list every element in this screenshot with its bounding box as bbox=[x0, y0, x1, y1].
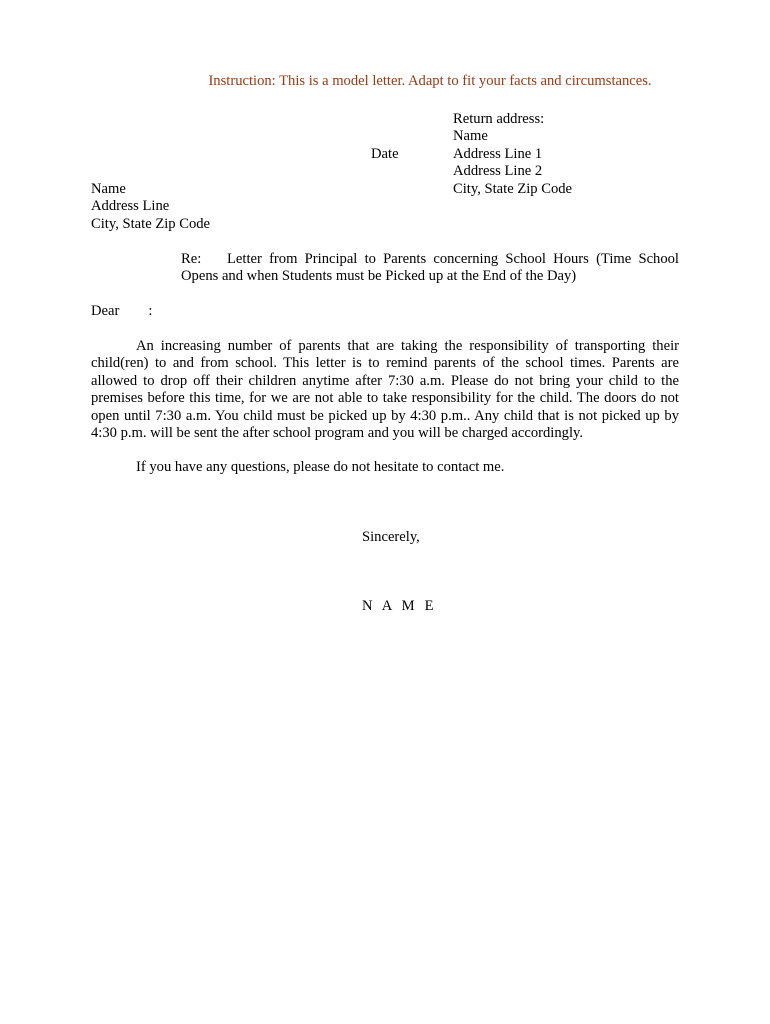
questions-paragraph: If you have any questions, please do not hesitate to contact me. bbox=[136, 459, 505, 475]
signature-name: N A M E bbox=[362, 598, 437, 614]
return-address-line-2: Address Line 2 bbox=[453, 163, 543, 180]
subject-text-1: Letter from Principal to Parents concerning School Hours (Time School bbox=[227, 251, 679, 267]
return-address-name: Name bbox=[453, 128, 488, 145]
instruction-text: Instruction: This is a model letter. Adapt to fit your facts and circumstances. bbox=[208, 73, 652, 89]
salutation-colon: : bbox=[148, 303, 153, 319]
body-line-3: allowed to drop off their children anytime after 7:30 a.m. Please do not bring your child to the bbox=[91, 372, 679, 389]
body-line-1: An increasing number of parents that are taking the responsibility of transporting their bbox=[136, 338, 679, 354]
date-field: Date bbox=[371, 146, 399, 162]
subject-label: Re: bbox=[181, 251, 202, 267]
subject-line bbox=[181, 251, 679, 286]
instruction-line bbox=[0, 73, 770, 90]
recipient-city: City, State Zip Code bbox=[91, 215, 211, 232]
salutation-dear: Dear bbox=[91, 303, 120, 319]
return-address-heading: Return address: bbox=[453, 111, 545, 127]
body-paragraph bbox=[91, 338, 679, 442]
recipient-address-line: Address Line bbox=[91, 198, 170, 215]
subject-text-2: Opens and when Students must be Picked up at the End of the Day) bbox=[181, 268, 577, 285]
closing-sincerely: Sincerely, bbox=[362, 529, 420, 545]
subject-line-1 bbox=[181, 251, 679, 268]
body-line-5: open until 7:30 a.m. You child must be picked up by 4:30 p.m.. Any child that is not picked up by bbox=[91, 407, 679, 424]
recipient-address-block bbox=[91, 181, 210, 233]
return-address-city: City, State Zip Code bbox=[453, 180, 573, 197]
body-line-6: 4:30 p.m. will be sent the after school program and you will be charged accordingly. bbox=[91, 425, 583, 442]
body-line-2: child(ren) to and from school. This letter is to remind parents of the school times. Parents are bbox=[91, 355, 679, 372]
return-address-line-1: Address Line 1 bbox=[453, 145, 543, 162]
return-address-block bbox=[453, 111, 572, 198]
recipient-name: Name bbox=[91, 181, 126, 197]
body-line-4: premises before this time, for we are not able to take responsibility for the child. The doors do not bbox=[91, 390, 679, 407]
salutation bbox=[91, 303, 152, 320]
